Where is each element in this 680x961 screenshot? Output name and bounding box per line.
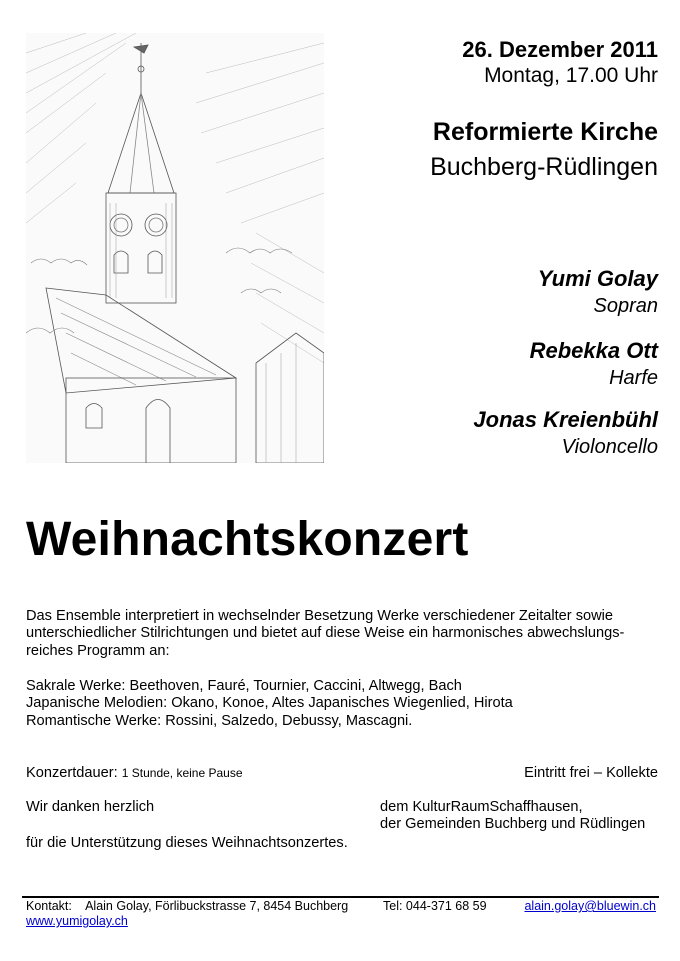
venue-location: Buchberg-Rüdlingen bbox=[430, 153, 658, 181]
performer-name: Rebekka Ott bbox=[529, 338, 658, 363]
performer-name: Jonas Kreienbühl bbox=[473, 407, 658, 432]
admission-info: Eintritt frei – Kollekte bbox=[524, 765, 658, 781]
thanks-right-line1: dem KulturRaumSchaffhausen, bbox=[380, 799, 583, 815]
thanks-left-line1: Wir danken herzlich bbox=[26, 799, 155, 815]
intro-line: unterschiedlicher Stilrichtungen und bietet auf diese Weise ein harmonisches abwechslungs- bbox=[26, 625, 625, 642]
performer-role: Violoncello bbox=[561, 436, 658, 458]
contact-email-link[interactable]: alain.golay@bluewin.ch bbox=[524, 899, 656, 913]
program-item: Japanische Melodien: Okano, Konoe, Altes Japanisches Wiegenlied, Hirota bbox=[26, 695, 513, 712]
footer-divider bbox=[22, 896, 659, 898]
venue-name: Reformierte Kirche bbox=[432, 118, 658, 146]
event-date: 26. Dezember 2011 bbox=[462, 37, 658, 62]
program-item: Sakrale Werke: Beethoven, Fauré, Tournier, Caccini, Altwegg, Bach bbox=[26, 678, 462, 694]
concert-duration bbox=[26, 765, 243, 782]
intro-line: Das Ensemble interpretiert in wechselnder Besetzung Werke verschiedener Zeitalter sowie bbox=[26, 608, 613, 624]
thanks-right bbox=[380, 799, 645, 834]
intro-paragraph bbox=[26, 608, 666, 660]
program-list bbox=[26, 678, 666, 730]
contact-phone: Tel: 044-371 68 59 bbox=[383, 899, 487, 913]
concert-title: Weihnachtskonzert bbox=[26, 513, 469, 566]
thanks-right-line2: der Gemeinden Buchberg und Rüdlingen bbox=[380, 816, 646, 833]
thanks-left-line2: für die Unterstützung dieses Weihnachtsonzertes. bbox=[26, 835, 348, 851]
contact-address: Alain Golay, Förlibuckstrasse 7, 8454 Buchberg bbox=[85, 899, 349, 913]
contact-info bbox=[26, 899, 348, 913]
event-time: Montag, 17.00 Uhr bbox=[484, 64, 658, 87]
performer-name: Yumi Golay bbox=[537, 266, 658, 291]
website-link[interactable]: www.yumigolay.ch bbox=[26, 914, 128, 928]
duration-value: 1 Stunde, keine Pause bbox=[121, 766, 243, 780]
intro-line: reiches Programm an: bbox=[26, 642, 170, 659]
program-item: Romantische Werke: Rossini, Salzedo, Debussy, Mascagni. bbox=[26, 712, 413, 729]
contact-label: Kontakt: bbox=[26, 899, 72, 913]
performer-role: Harfe bbox=[609, 367, 658, 389]
church-sketch-illustration bbox=[26, 33, 324, 463]
duration-label: Konzertdauer: bbox=[26, 765, 118, 781]
performer-role: Sopran bbox=[593, 295, 658, 317]
